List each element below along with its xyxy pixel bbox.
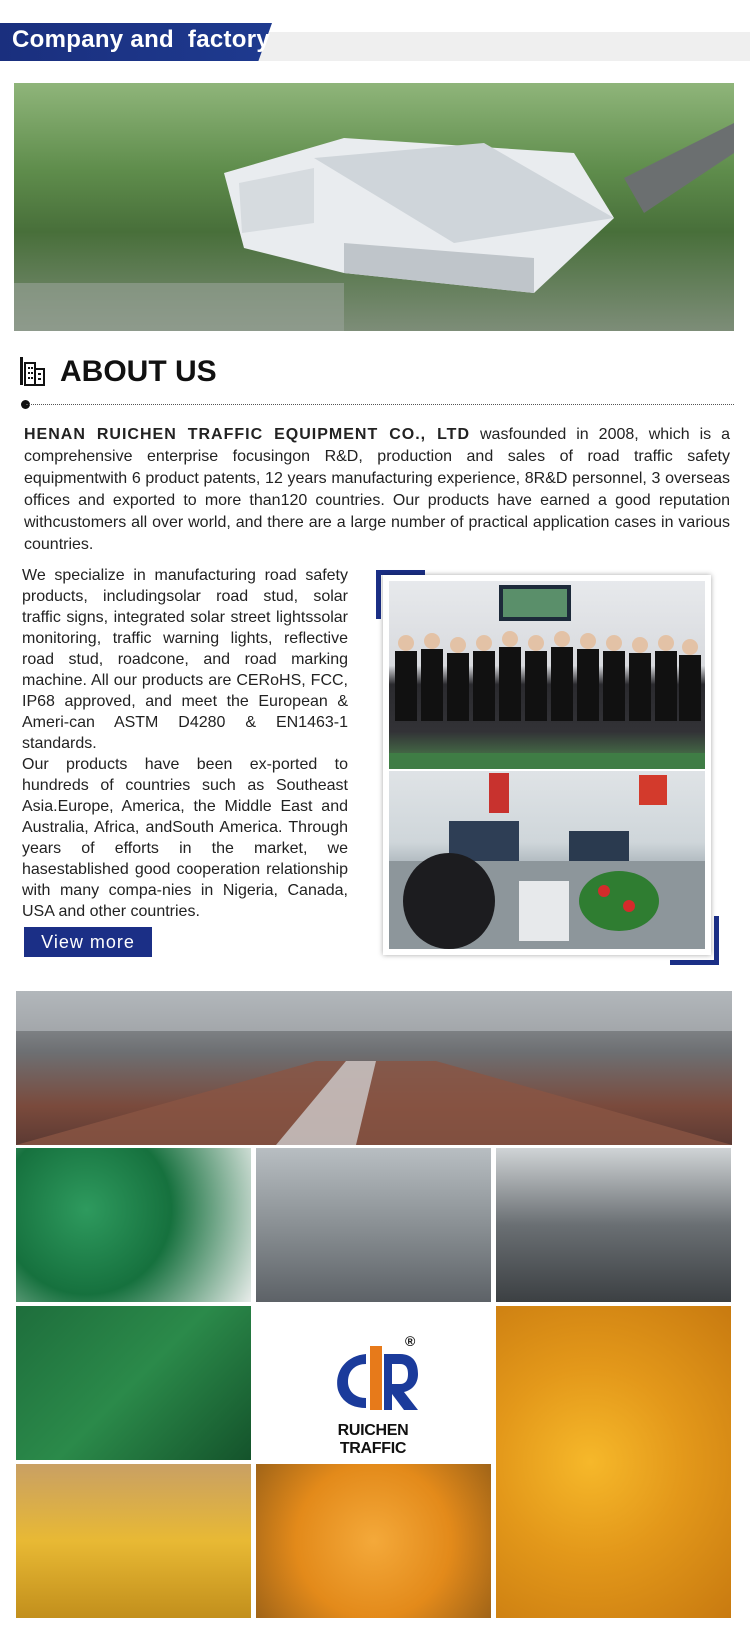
factory-aerial-photo: [14, 83, 734, 331]
page-title: Company and factory: [12, 26, 271, 53]
yellow-rolls-warehouse-photo: [496, 1306, 731, 1618]
dotted-divider: [26, 404, 734, 405]
green-guardrail-photo: [16, 1306, 251, 1460]
yellow-barrels-photo: [16, 1464, 251, 1618]
building-icon: [18, 355, 46, 387]
steel-square-tubes-photo: [256, 1148, 491, 1302]
ruichen-logo-mark: [330, 1340, 420, 1416]
view-more-button[interactable]: View more: [24, 927, 152, 957]
company-intro: [24, 424, 730, 556]
team-photo: [389, 581, 705, 769]
registered-mark: ®: [405, 1333, 416, 1349]
orange-rolls-photo: [256, 1464, 491, 1618]
products-paragraph: We specialize in manufacturing road safety products, includingsolar road stud, solar traffic signs, integrated solar street lightssolar monitoring, traffic warning lights, reflective road stud, roadcone, and road marking machine. All our products are CERoHS, FCC, IP68 approved, and meet the European & Ameri-can ASTM D4280 & EN1463-1 standards.: [22, 567, 348, 752]
office-photo: [389, 771, 705, 949]
green-coated-pipes-photo: [16, 1148, 251, 1302]
about-us-heading: ABOUT US: [60, 355, 217, 388]
company-intro-text: wasfounded in 2008, which is a comprehensive enterprise focusingon R&D, production and sales of road traffic safety equipmentwith 6 product patents, 12 years manufacturing experience, 8R&D personnel, 3 overseas offices and exported to more than120 countries. Our products have earned a good reputation withcustomers all over world, and there are a large number of practical application cases in various countries.: [24, 426, 731, 553]
steel-round-pipes-photo: [496, 1148, 731, 1302]
company-name: HENAN RUICHEN TRAFFIC EQUIPMENT CO., LTD: [24, 426, 471, 443]
export-paragraph: Our products have been ex-ported to hundreds of countries such as Southeast Asia.Europe, America, the Middle East and Australia, Africa, andSouth America. Through years of efforts in the market, we hasestablished good cooperation relationship with many compa-nies in Nigeria, Canada, USA and other countries.: [22, 756, 348, 920]
about-details: [22, 565, 348, 922]
factory-floor-photo: [16, 991, 732, 1145]
brand-name: RUICHEN TRAFFIC: [337, 1422, 409, 1457]
